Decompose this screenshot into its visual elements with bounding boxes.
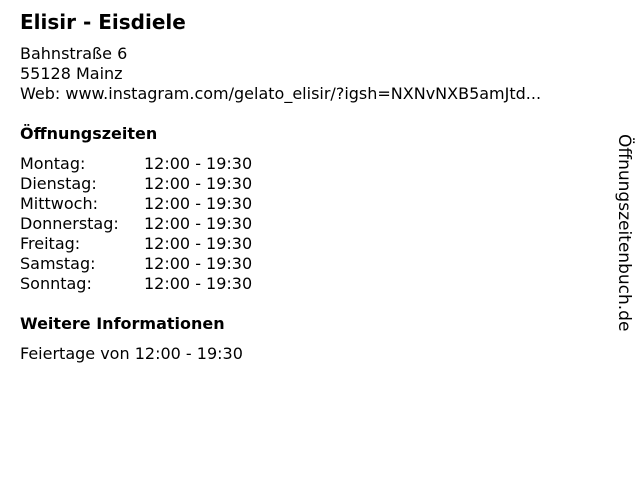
day-label: Donnerstag: xyxy=(20,214,119,233)
time-value: 12:00 - 19:30 xyxy=(144,194,253,213)
holiday-label: Feiertage von xyxy=(20,344,130,363)
hours-row xyxy=(20,214,252,234)
opening-hours-table xyxy=(20,154,252,294)
day-label: Samstag: xyxy=(20,254,96,273)
holiday-hours xyxy=(20,344,243,364)
street: Bahnstraße 6 xyxy=(20,44,128,63)
time-value: 12:00 - 19:30 xyxy=(144,174,253,193)
holiday-time: 12:00 - 19:30 xyxy=(134,344,243,363)
hours-row xyxy=(20,254,252,274)
opening-hours-heading: Öffnungszeiten xyxy=(20,124,158,143)
time-value: 12:00 - 19:30 xyxy=(144,214,253,233)
time-value: 12:00 - 19:30 xyxy=(144,274,253,293)
hours-row xyxy=(20,194,252,214)
hours-row xyxy=(20,154,252,174)
web-label: Web: xyxy=(20,84,61,103)
hours-row xyxy=(20,274,252,294)
time-value: 12:00 - 19:30 xyxy=(144,234,253,253)
hours-row xyxy=(20,234,252,254)
address-block xyxy=(20,44,541,104)
day-label: Sonntag: xyxy=(20,274,92,293)
more-info-heading: Weitere Informationen xyxy=(20,314,225,333)
site-brand-vertical[interactable]: Öffnungszeitenbuch.de xyxy=(614,134,634,332)
website-line xyxy=(20,84,541,104)
time-value: 12:00 - 19:30 xyxy=(144,254,253,273)
day-label: Montag: xyxy=(20,154,86,173)
website-link[interactable]: www.instagram.com/gelato_elisir/?igsh=NXNvNXB5amJtd... xyxy=(65,84,542,103)
day-label: Mittwoch: xyxy=(20,194,98,213)
time-value: 12:00 - 19:30 xyxy=(144,154,253,173)
day-label: Freitag: xyxy=(20,234,81,253)
business-name: Elisir - Eisdiele xyxy=(20,10,186,34)
city: 55128 Mainz xyxy=(20,64,123,83)
hours-row xyxy=(20,174,252,194)
day-label: Dienstag: xyxy=(20,174,97,193)
